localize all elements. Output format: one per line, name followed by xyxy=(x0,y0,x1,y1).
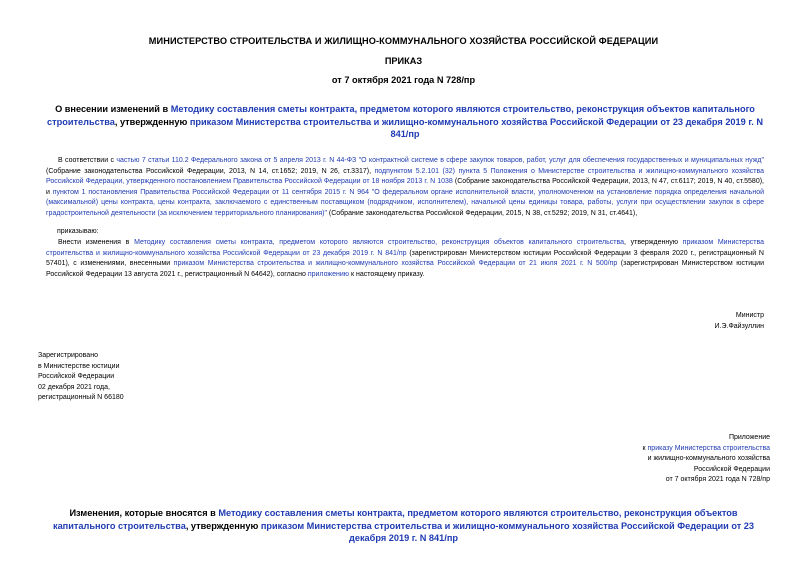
order-command: приказываю: xyxy=(57,228,99,235)
order-text-1: Внести изменения в xyxy=(58,239,135,246)
order-841-link[interactable]: приказом Министерства строительства и жилищно-коммунального хозяйства Российской Федерации от 23 декабря 2019 г. N 841/пр xyxy=(189,116,763,139)
order-text-4: (зарегистрирован Министерством юстиции Российской Федерации 13 августа 2021 г., регистрационный N 64642), согласно xyxy=(46,260,764,278)
preamble-paragraph xyxy=(46,156,764,220)
regulation-1038-link[interactable]: подпунктом 5.2.101 (32) пункта 5 Положения о Министерстве строительства и жилищно-коммунального хозяйства Российской Федерации, утвержденного постановлением Правительства Российской Федерации от 18 ноября 2013 г. N 1038 xyxy=(46,167,765,186)
annex-line xyxy=(560,444,770,455)
order-date: от 7 октября 2021 года N 728/пр xyxy=(331,75,476,85)
order-841-link-2[interactable]: приказом Министерства строительства и жилищно-коммунального хозяйства Российской Федерации от 23 декабря 2019 г. N 841/пр xyxy=(46,239,765,257)
annex-block xyxy=(560,433,770,486)
order-text-2: , утвержденную xyxy=(624,239,683,246)
order-label: ПРИКАЗ xyxy=(384,56,423,66)
preamble-text-1: В соответствии с xyxy=(58,157,117,164)
registration-line: регистрационный N 66180 xyxy=(38,394,124,402)
order-text-5: к настоящему приказу. xyxy=(349,270,425,278)
preamble-text-2: (Собрание законодательства Российской Федерации, 2013, N 14, ст.1652; 2019, N 26, ст.3317), xyxy=(46,167,375,175)
registration-line: 02 декабря 2021 года, xyxy=(38,383,110,391)
order-500-link[interactable]: приказом Министерства строительства и жилищно-коммунального хозяйства Российской Федерации от 21 июля 2021 г. N 500/пр xyxy=(173,260,618,268)
changes-title xyxy=(38,507,769,545)
methodology-link-2[interactable]: Методику составления сметы контракта, предметом которого являются строительство, реконструкция объектов капитального строительства xyxy=(134,239,625,246)
registration-line: Зарегистрировано xyxy=(38,352,98,359)
order-paragraph xyxy=(46,238,764,280)
document-title xyxy=(46,103,764,141)
annex-line: Российской Федерации xyxy=(693,465,770,473)
annex-line: и жилищно-коммунального хозяйства xyxy=(647,455,770,463)
order-text-3: (зарегистрирован Министерством юстиции Российской Федерации 3 февраля 2020 г., регистрационный N 57401), с изменениями, внесенными xyxy=(46,249,764,268)
ministry-heading: МИНИСТЕРСТВО СТРОИТЕЛЬСТВА И ЖИЛИЩНО-КОММУНАЛЬНОГО ХОЗЯЙСТВА РОССИЙСКОЙ ФЕДЕРАЦИИ xyxy=(148,36,659,46)
title-text-1: О внесении изменений в xyxy=(55,104,171,114)
registration-block xyxy=(38,351,238,404)
registration-line: в Министерстве юстиции xyxy=(38,362,120,370)
changes-title-text-1: Изменения, которые вносятся в xyxy=(69,508,219,518)
annex-link[interactable]: приложению xyxy=(307,270,349,278)
annex-line: от 7 октября 2021 года N 728/пр xyxy=(665,476,770,484)
annex-order-link[interactable]: приказу Министерства строительства xyxy=(647,444,770,452)
signature-role: Министр xyxy=(735,312,764,319)
methodology-link[interactable]: Методику составления сметы контракта, предметом которого являются строительство, реконструкция объектов капитального строительства xyxy=(47,104,755,127)
resolution-964-link[interactable]: пунктом 1 постановления Правительства Российской Федерации от 11 сентября 2015 г. N 964 "О федеральном органе исполнительной власти, уполномоченном на установление порядка определения начальной (максимальной) цены контракта, цены контракта, заключаемого с единственным поставщиком (подрядчиком, исполнителем), начальной цены единицы товара, работы, услуги при осуществлении закупок в сфере градостроительной деятельности (за исключением территориального планирования)" xyxy=(46,188,764,217)
preamble-text-4: (Собрание законодательства Российской Федерации, 2015, N 38, ст.5292; 2019, N 31, ст.4641), xyxy=(326,209,638,217)
annex-label: Приложение xyxy=(728,434,770,441)
changes-title-text-2: , утвержденную xyxy=(185,520,261,531)
signature-name: И.Э.Файзуллин xyxy=(714,322,764,330)
title-text-2: , утвержденную xyxy=(114,116,190,127)
order-841-link-3[interactable]: приказом Министерства строительства и жилищно-коммунального хозяйства Российской Федерации от 23 декабря 2019 г. N 841/пр xyxy=(260,520,755,543)
preamble-text-3: (Собрание законодательства Российской Федерации, 2013, N 47, ст.6117; 2019, N 40, ст.5580), и xyxy=(46,178,764,196)
signature-block xyxy=(600,311,764,332)
methodology-link-3[interactable]: Методику составления сметы контракта, предметом которого являются строительство, реконструкция объектов капитального строительства xyxy=(52,508,738,531)
annex-text: к xyxy=(642,444,648,452)
law-44fz-link[interactable]: частью 7 статьи 110.2 Федерального закона от 5 апреля 2013 г. N 44-ФЗ "О контрактной системе в сфере закупок товаров, работ, услуг для обеспечения государственных и муниципальных нужд" xyxy=(116,157,764,164)
registration-line: Российской Федерации xyxy=(38,373,115,381)
